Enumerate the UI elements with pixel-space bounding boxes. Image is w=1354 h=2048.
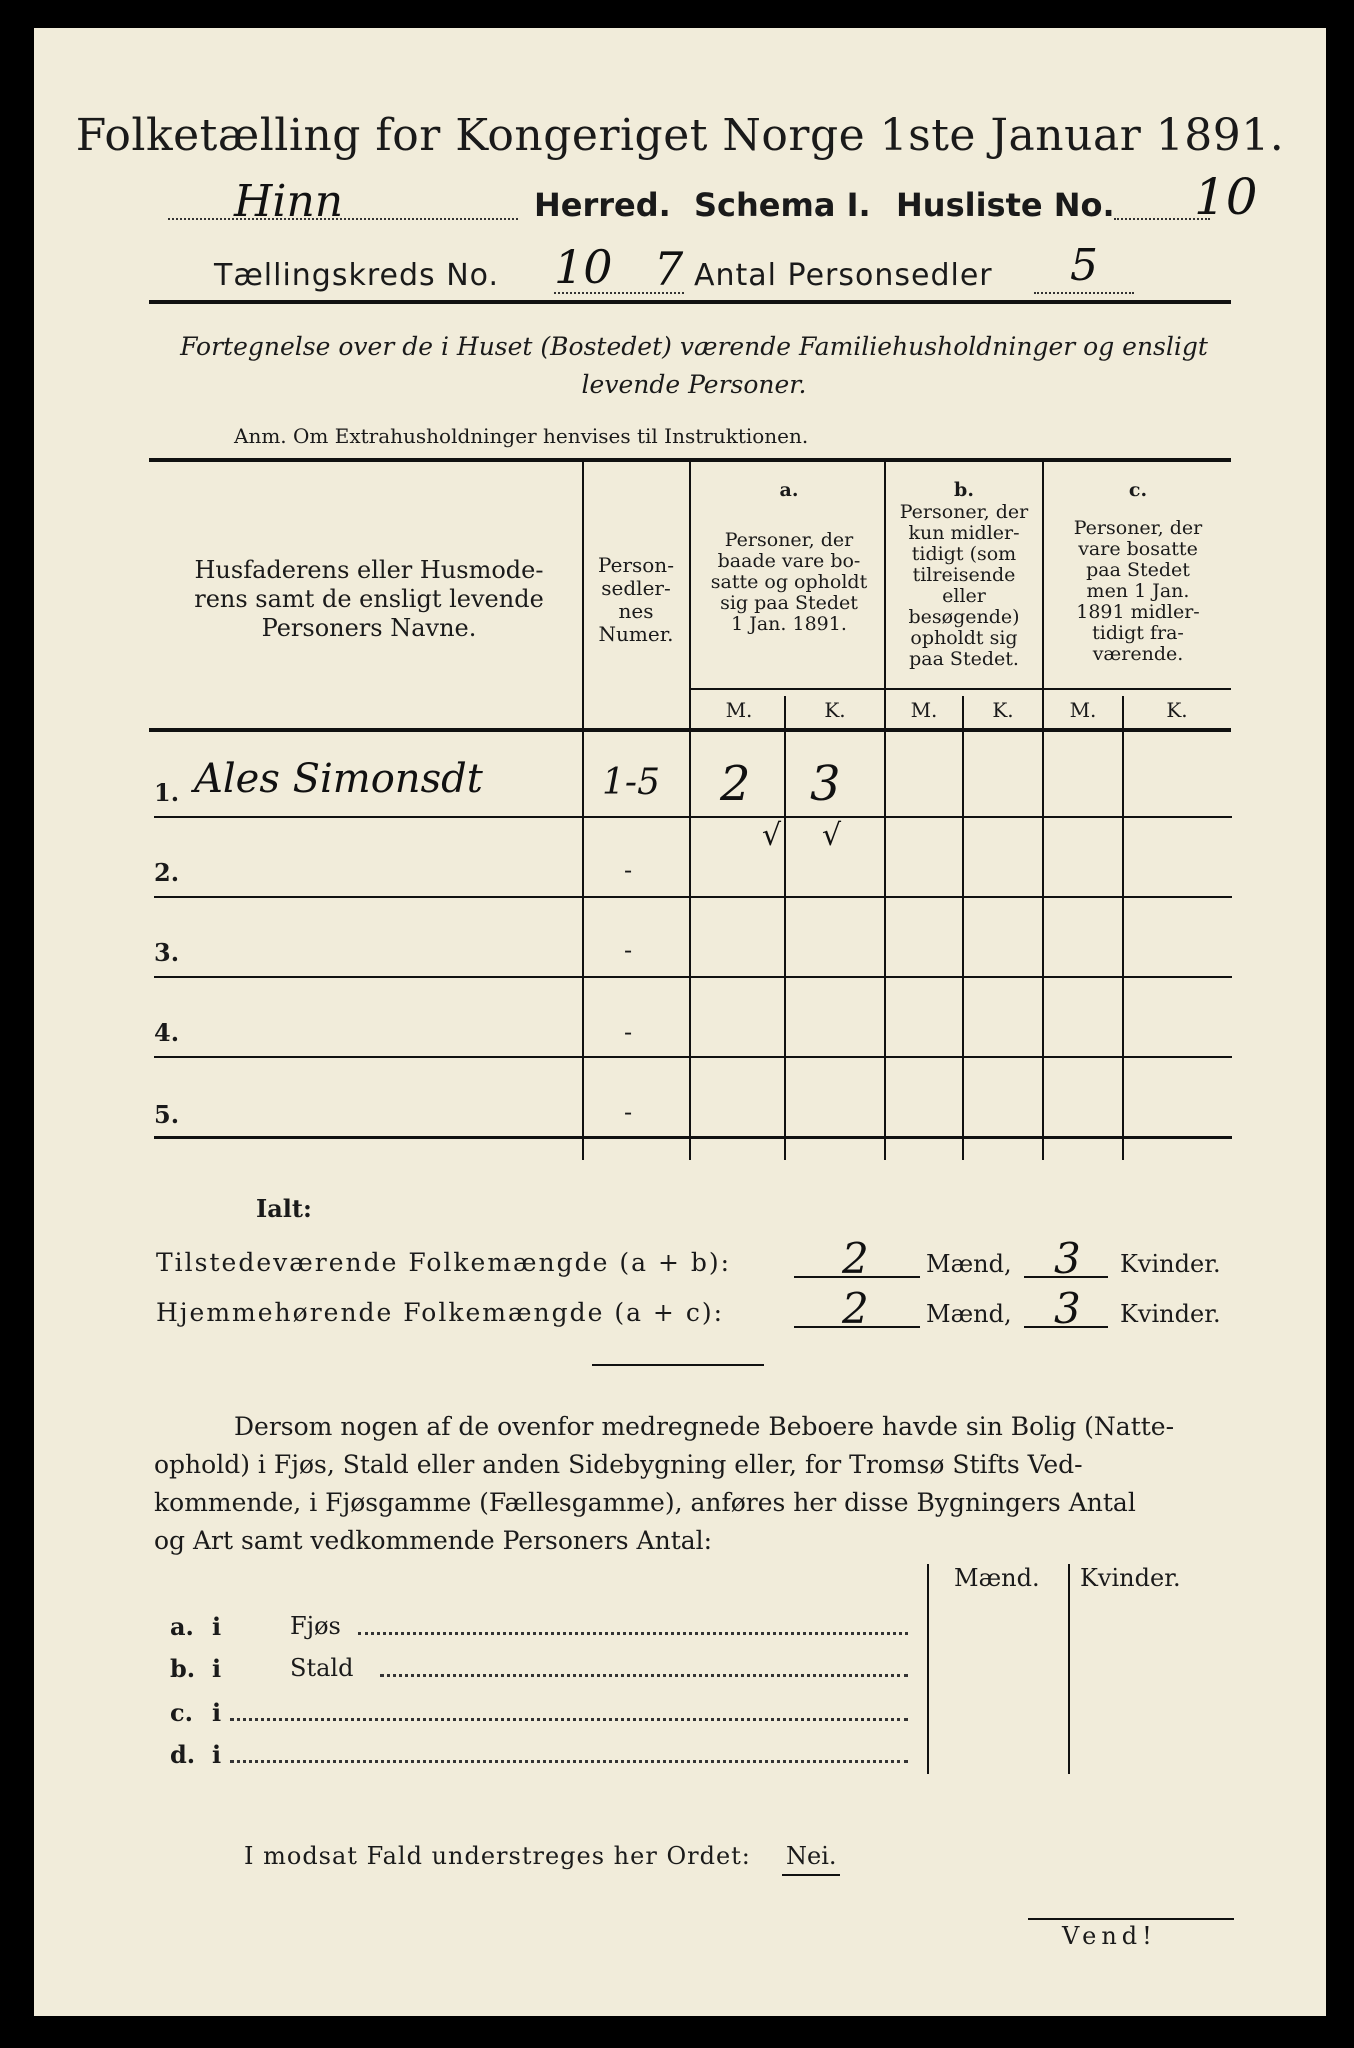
subtitle-line-2: levende Personer.	[581, 370, 807, 399]
building-a-label: Fjøs	[290, 1612, 341, 1640]
c-k-label: K.	[1166, 698, 1188, 722]
herred-value: Hinn	[234, 176, 344, 227]
row-1-pnum: 1-5	[602, 762, 660, 803]
building-c-dotline	[230, 1718, 908, 1721]
building-a-letter: a.	[170, 1612, 194, 1641]
col-header-c: Personer, der vare bosatte paa Stedet men 1 Jan. 1891 midler- tidigt fra- værende.	[1073, 517, 1203, 665]
hjem-m: 2	[842, 1284, 869, 1333]
row-1-a-m: 2	[720, 756, 751, 812]
row-rule-4	[154, 1056, 1232, 1058]
vend-label: Vend!	[1062, 1922, 1157, 1950]
nei-underline	[782, 1874, 840, 1876]
building-d-i: i	[212, 1740, 222, 1769]
row-number-3: 3.	[154, 938, 180, 967]
check-mark: √	[762, 818, 782, 853]
form-title: Folketælling for Kongeriget Norge 1ste Januar 1891.	[75, 110, 1285, 161]
kreds-value: 10	[554, 240, 613, 294]
col-header-name: Husfaderens eller Husmode- rens samt de ensligt levende Personers Navne.	[194, 556, 544, 642]
row-rule-1	[154, 816, 1232, 818]
section-divider	[592, 1364, 764, 1366]
subtitle-line-1: Fortegnelse over de i Huset (Bostedet) værende Familiehusholdninger og ensligt	[180, 332, 1208, 361]
building-d-dotline	[230, 1760, 908, 1763]
a-k-label: K.	[824, 698, 846, 722]
row-1-name: Ales Simonsdt	[194, 756, 483, 802]
table-header-rule	[149, 728, 1231, 732]
building-b-label: Stald	[290, 1654, 354, 1682]
row-rule-2	[154, 896, 1232, 898]
herred-label: Herred.	[534, 186, 671, 224]
vend-rule	[1028, 1918, 1234, 1920]
subtitle	[144, 328, 1244, 404]
col-divider-c-mk	[1122, 696, 1124, 1160]
row-2-pnum: -	[624, 856, 633, 884]
ialt-label: Ialt:	[256, 1194, 312, 1223]
buildings-paragraph: Dersom nogen af de ovenfor medregnede Beboere havde sin Bolig (Natte- ophold) i Fjøs, Stald eller anden Sidebygning eller, for Tromsø Stifts Ved- kommende, i Fjøsgamme (Fællesgamme), anføres her disse Bygningers Antal og Art samt vedkommende Personers Antal:	[154, 1412, 1175, 1555]
b-m-label: M.	[910, 698, 938, 722]
c-m-label: M.	[1069, 698, 1097, 722]
husliste-label: Husliste No.	[896, 186, 1115, 224]
husliste-value: 10	[1194, 168, 1258, 226]
nei-word: Nei.	[786, 1842, 837, 1870]
nei-text: I modsat Fald understreges her Ordet:	[244, 1842, 751, 1870]
col-header-num: Person- sedler- nes Numer.	[598, 553, 674, 646]
table-bottom-rule	[154, 1136, 1232, 1139]
col-header-c-letter: c.	[1128, 479, 1148, 501]
buildings-col-divider-2	[1068, 1564, 1070, 1774]
mk-header-rule	[691, 688, 1231, 690]
row-5-pnum: -	[624, 1098, 633, 1126]
anm-note: Anm. Om Extrahusholdninger henvises til Instruktionen.	[234, 424, 809, 448]
col-divider-a-mk	[784, 696, 786, 1160]
building-a-i: i	[212, 1612, 222, 1641]
row-3-pnum: -	[624, 936, 633, 964]
kreds-label: Tællingskreds No.	[214, 258, 499, 293]
buildings-col-divider-1	[927, 1564, 929, 1774]
col-divider-b-mk	[962, 696, 964, 1160]
buildings-col-kvinder: Kvinder.	[1080, 1564, 1181, 1592]
hjem-maend: Mænd,	[926, 1300, 1012, 1328]
kreds-value-2: 7	[654, 242, 684, 296]
antal-label: Antal Personsedler	[694, 258, 993, 293]
row-number-4: 4.	[154, 1018, 180, 1047]
building-d-letter: d.	[170, 1740, 196, 1769]
hjem-kvinder: Kvinder.	[1120, 1300, 1221, 1328]
antal-value: 5	[1070, 240, 1098, 291]
hjem-k: 3	[1054, 1284, 1081, 1333]
building-c-i: i	[212, 1698, 222, 1727]
row-1-a-k: 3	[810, 756, 841, 812]
col-header-b: Personer, der kun midler- tidigt (som tilreisende eller besøgende) opholdt sig paa Stedet.	[899, 501, 1029, 670]
row-number-2: 2.	[154, 858, 180, 887]
census-form	[34, 28, 1326, 2016]
row-number-1: 1.	[154, 778, 180, 807]
schema-label: Schema I.	[694, 186, 871, 224]
tilst-k: 3	[1054, 1234, 1081, 1283]
row-number-5: 5.	[154, 1100, 180, 1129]
header-rule	[149, 300, 1231, 304]
tilst-label: Tilstedeværende Folkemængde (a + b):	[156, 1248, 732, 1277]
hjem-label: Hjemmehørende Folkemængde (a + c):	[156, 1298, 724, 1327]
row-rule-3	[154, 976, 1232, 978]
buildings-col-maend: Mænd.	[954, 1564, 1040, 1592]
col-header-b-letter: b.	[954, 479, 974, 501]
col-header-a: Personer, der baade vare bo- satte og opholdt sig paa Stedet 1 Jan. 1891.	[710, 529, 868, 635]
check-mark: √	[822, 818, 842, 853]
col-header-a-letter: a.	[779, 479, 799, 501]
building-c-letter: c.	[170, 1698, 193, 1727]
building-a-dotline	[358, 1632, 908, 1635]
b-k-label: K.	[992, 698, 1014, 722]
tilst-m: 2	[842, 1234, 869, 1283]
building-b-dotline	[380, 1674, 908, 1677]
tilst-kvinder: Kvinder.	[1120, 1250, 1221, 1278]
tilst-maend: Mænd,	[926, 1250, 1012, 1278]
building-b-letter: b.	[170, 1654, 196, 1683]
row-4-pnum: -	[624, 1018, 633, 1046]
a-m-label: M.	[725, 698, 753, 722]
building-b-i: i	[212, 1654, 222, 1683]
